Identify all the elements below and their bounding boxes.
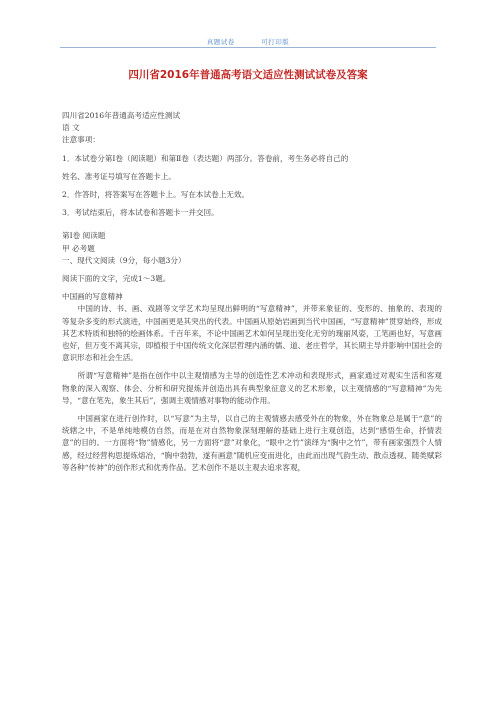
header-left-text: 真题试卷	[206, 38, 235, 46]
reading-instruction: 阅读下面的文字，完成1～3题。	[62, 274, 171, 284]
notes-heading: 注意事项：	[62, 135, 100, 145]
header-right-text: 可打印版	[261, 38, 290, 46]
document-title: 四川省2016年普通高考语文适应性测试试卷及答案	[128, 69, 368, 81]
section-volume-1: 第Ⅰ卷 阅读题	[62, 231, 106, 241]
note-3: 3．考试结束后，将本试卷和答题卡一并交回。	[62, 208, 219, 218]
exam-name: 四川省2016年普通高考适应性测试	[62, 111, 181, 120]
header-divider	[60, 47, 436, 48]
article-title: 中国画的写意精神	[62, 292, 123, 302]
section-reading: 一、现代文阅读（9分，每小题3分）	[62, 255, 186, 265]
subject: 语 文	[62, 123, 80, 133]
section-required: 甲 必考题	[62, 243, 95, 253]
note-2: 2．作答时，将答案写在答题卡上。写在本试卷上无效。	[62, 190, 250, 200]
paragraph-1: 中国的诗、书、画、戏剧等文学艺术均呈现出鲜明的“写意精神”，并带来象征的、变形的、抽象的、表现的等复杂多变的形式演进，中国画更是其突出的代表。中国画从原始岩画到当代中国画，“写意精神”贯穿始终，形成其艺术特质和独特的绘画体系。千百年来，不论中国画艺术如何呈现出变化无穷的瑰丽风姿，工笔画也好，写意画也好，但万变不离其宗，即植根于中国传统文化深层哲理内涵的儒、道、老庄哲学，其长期主导并影响中国社会的意识形态和社会生活。	[62, 304, 442, 363]
paragraph-3: 中国画家在进行创作时，以“写意”为主导，以自己的主观情感去感受外在的物象，外在物象总是属于“意”的统辖之中，不是单纯地模仿自然，而是在对自然物象深刻理解的基础上进行主观创造，达到“感悟生命，抒情表意”的目的。一方面将“物”情感化，另一方面将“意”对象化，“眼中之竹”演绎为“胸中之竹”，带有画家强烈个人情感，经过经营构思提炼熔冶，“胸中勃勃，遂有画意”随机应变而进化，由此而出现气韵生动、散点透视、随类赋彩等各种“传神”的创作形式和优秀作品。艺术创作不是以主观去追求客观，	[62, 414, 442, 472]
document-body	[62, 110, 442, 474]
note-1-continued: 姓名、准考证号填写在答题卡上。	[62, 171, 176, 181]
page-header	[0, 37, 496, 46]
paragraph-2: 所谓“写意精神”是指在创作中以主观情感为主导的创造性艺术冲动和表现形式，画家通过对观实生活和客观物象的深入观察、体会、分析和研究提炼并创造出具有典型象征意义的艺术形象，以主观情感的“写意精神”为先导，“意在笔先，象生其后”，强调主观情感对事物的能动作用。	[62, 371, 442, 405]
note-1: 1．本试卷分第Ⅰ卷（阅读题）和第Ⅱ卷（表达题）两部分。答卷前，考生务必将自己的	[62, 153, 349, 163]
